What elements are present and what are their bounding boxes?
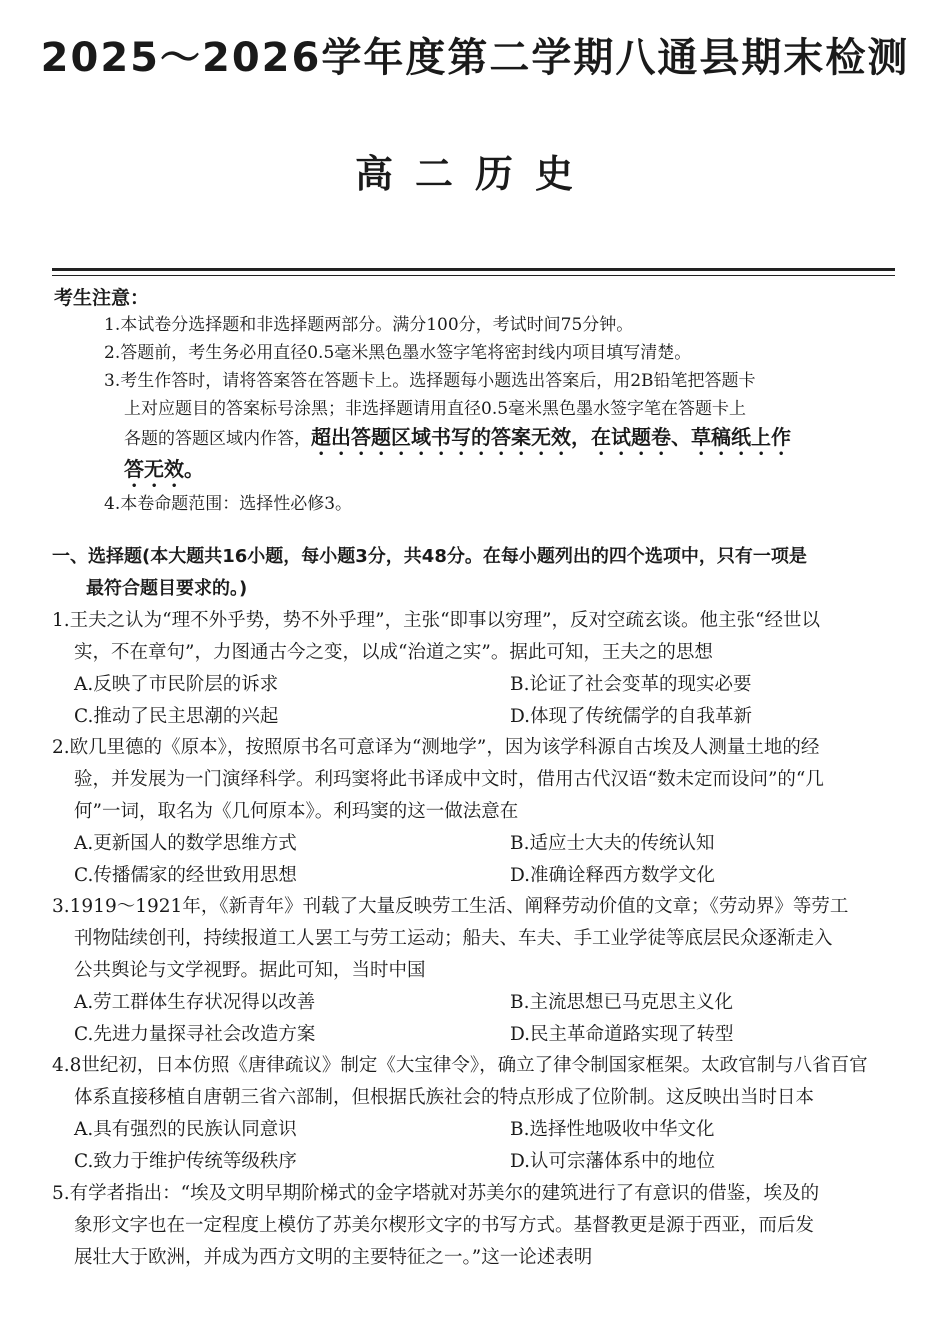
question-1 [52,605,902,733]
notice-item-1: 1.本试卷分选择题和非选择题两部分。满分100分，考试时间75分钟。 [104,315,634,335]
question-2-stem-line2: 验，并发展为一门演绎科学。利玛窦将此书译成中文时，借用古代汉语“数未定而设问”的“几 [74,769,824,790]
question-3-stem-line3: 公共舆论与文学视野。据此可知，当时中国 [74,960,426,981]
notice-item-3-text: 各题的答题区域内作答， [124,429,311,449]
notice-heading: 考生注意： [54,287,150,309]
option-b[interactable]: B.主流思想已马克思主义化 [510,992,733,1013]
question-1-stem-line2: 实，不在章句”，力图通古今之变，以成“治道之实”。据此可知，王夫之的思想 [74,642,713,663]
question-2-options [52,828,902,892]
header-rule-thin [52,275,895,276]
question-2-stem-line3: 何”一词，取名为《几何原本》。利玛窦的这一做法意在 [74,801,519,822]
question-5-stem-line3: 展壮大于欧洲，并成为西方文明的主要特征之一。”这一论述表明 [74,1247,593,1268]
option-b[interactable]: B.适应士大夫的传统认知 [510,833,715,854]
question-4-stem-line1: 4.8世纪初，日本仿照《唐律疏议》制定《大宝律令》，确立了律令制国家框架。太政官制与八省百官 [52,1055,868,1076]
question-3-stem-line2: 刊物陆续创刊，持续报道工人罢工与劳工运动；船夫、车夫、手工业学徒等底层民众逐渐走入 [74,928,833,949]
section-heading-line1: 一、选择题(本大题共16小题，每小题3分，共48分。在每小题列出的四个选项中，只有一项是 [52,546,807,567]
option-a[interactable]: A.更新国人的数学思维方式 [74,833,297,854]
header-rule-thick [52,268,895,271]
option-a[interactable]: A.劳工群体生存状况得以改善 [74,992,316,1013]
exam-title: 2025～2026学年度第二学期八通县期末检测 [40,35,910,81]
option-d[interactable]: D.体现了传统儒学的自我革新 [510,706,753,727]
notice-item-3-cont3 [124,455,919,492]
option-a[interactable]: A.反映了市民阶层的诉求 [74,674,279,695]
option-c[interactable]: C.推动了民主思潮的兴起 [74,706,279,727]
question-2 [52,732,902,892]
subject-title: 高二历史 [354,152,595,196]
question-1-options [52,669,902,733]
option-c[interactable]: C.传播儒家的经世致用思想 [74,865,297,886]
question-1-stem-line1: 1.王夫之认为“理不外乎势，势不外乎理”，主张“即事以穷理”，反对空疏玄谈。他主张“经世以 [52,610,820,631]
notice-item-2: 2.答题前，考生务必用直径0.5毫米黑色墨水签字笔将密封线内项目填写清楚。 [104,343,692,363]
section-heading [52,541,902,605]
question-3-options [52,987,902,1051]
option-b[interactable]: B.论证了社会变革的现实必要 [510,674,752,695]
option-d[interactable]: D.民主革命道路实现了转型 [510,1024,734,1045]
question-3-stem-line1: 3.1919～1921年，《新青年》刊载了大量反映劳工生活、阐释劳动价值的文章；《劳动界》等劳工 [52,896,849,917]
question-5 [52,1178,902,1274]
notice-item-4: 4.本卷命题范围：选择性必修3。 [104,494,353,514]
question-4-stem-line2: 体系直接移植自唐朝三省六部制，但根据氏族社会的特点形成了位阶制。这反映出当时日本 [74,1087,815,1108]
question-4 [52,1050,902,1178]
question-5-stem-line1: 5.有学者指出：“埃及文明早期阶梯式的金字塔就对苏美尔的建筑进行了有意识的借鉴，埃及的 [52,1183,820,1204]
question-5-stem-line2: 象形文字也在一定程度上模仿了苏美尔楔形文字的书写方式。基督教更是源于西亚，而后发 [74,1215,815,1236]
notice-emphasis-end: 答无效。 [124,457,204,481]
option-d[interactable]: D.准确诠释西方数学文化 [510,865,716,886]
notice-emphasis: 超出答题区域书写的答案无效，在试题卷、草稿纸上作 [311,425,791,449]
option-d[interactable]: D.认可宗藩体系中的地位 [510,1151,716,1172]
option-b[interactable]: B.选择性地吸收中华文化 [510,1119,715,1140]
notice-item-3: 3.考生作答时，请将答案答在答题卡上。选择题每小题选出答案后，用2B铅笔把答题卡 [104,371,756,391]
option-a[interactable]: A.具有强烈的民族认同意识 [74,1119,297,1140]
question-3 [52,891,902,1051]
notice-item-3-cont: 上对应题目的答案标号涂黑；非选择题请用直径0.5毫米黑色墨水签字笔在答题卡上 [124,399,747,419]
option-c[interactable]: C.先进力量探寻社会改造方案 [74,1024,316,1045]
question-2-stem-line1: 2.欧几里德的《原本》，按照原书名可意译为“测地学”，因为该学科源自古埃及人测量土地的经 [52,737,820,758]
option-c[interactable]: C.致力于维护传统等级秩序 [74,1151,297,1172]
question-4-options [52,1114,902,1178]
section-heading-line2: 最符合题目要求的。) [86,578,248,599]
